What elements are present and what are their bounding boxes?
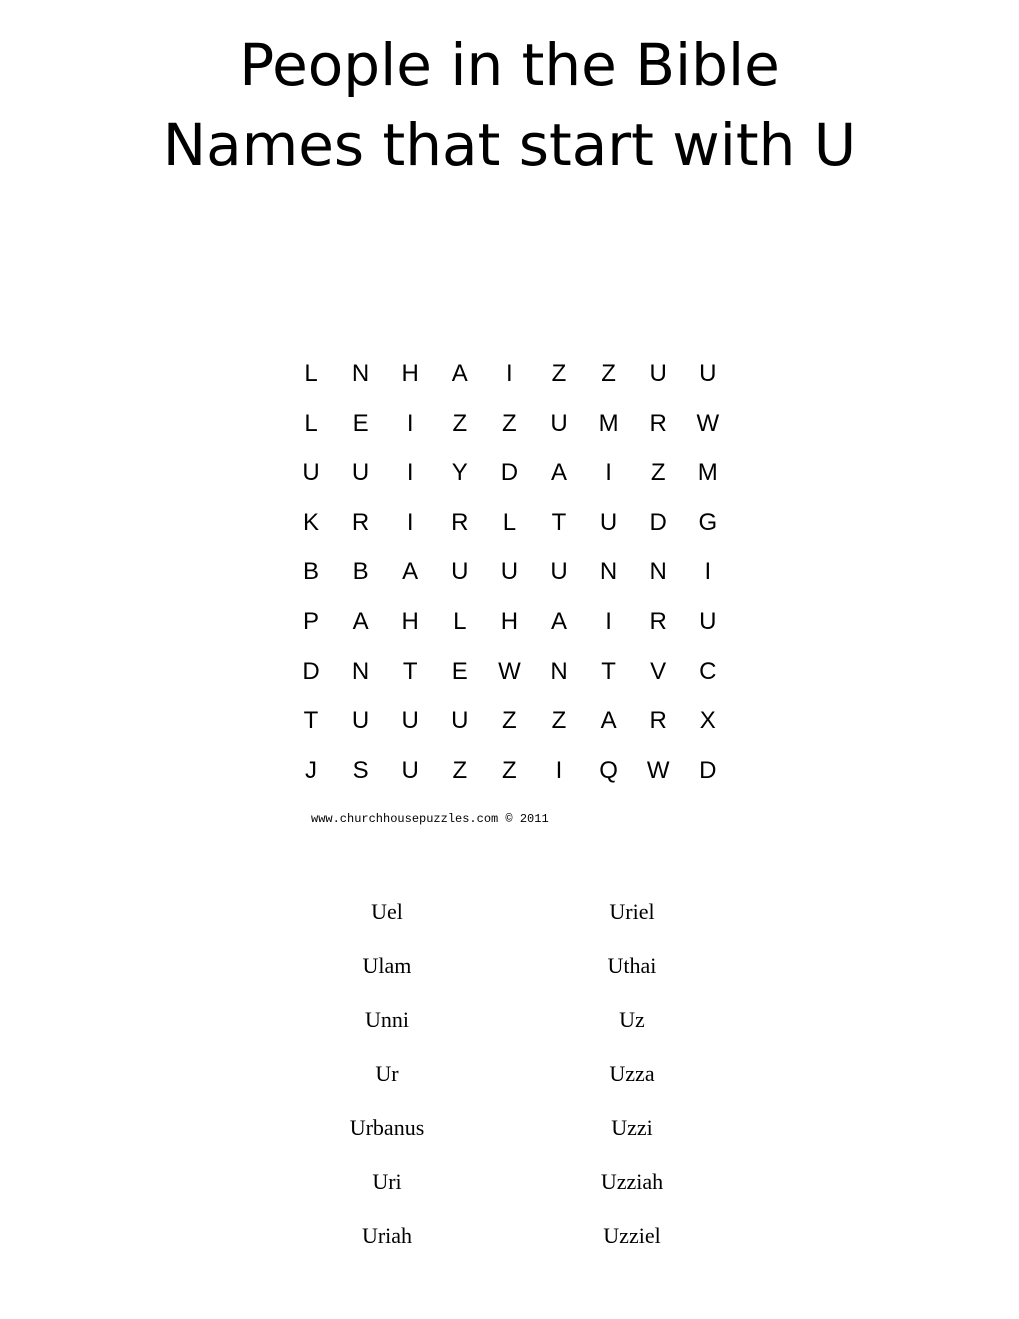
grid-letter: I <box>406 459 414 487</box>
grid-letter: A <box>402 558 419 586</box>
grid-letter: N <box>351 360 370 387</box>
grid-letter: S <box>352 756 369 784</box>
grid-letter: I <box>704 558 712 586</box>
grid-letter: H <box>500 608 519 635</box>
grid-letter: E <box>352 409 369 437</box>
grid-letter: V <box>650 657 667 685</box>
grid-letter: N <box>351 657 370 685</box>
grid-letter: Z <box>551 707 567 735</box>
word-list-item: Uriah <box>361 1223 413 1248</box>
word-list-item: Urbanus <box>349 1115 425 1140</box>
grid-letter: Q <box>599 756 618 784</box>
grid-letter: W <box>696 409 720 437</box>
grid-letter: A <box>352 608 369 635</box>
grid-letter: R <box>649 608 667 635</box>
grid-letter: U <box>351 707 370 735</box>
word-list-item: Uzzi <box>611 1115 653 1140</box>
grid-letter: R <box>649 707 667 735</box>
grid-letter: U <box>401 756 419 784</box>
grid-letter: P <box>302 608 319 635</box>
grid-letter: I <box>506 360 513 387</box>
grid-letter: A <box>550 459 567 487</box>
grid-letter: U <box>699 608 717 635</box>
word-list-item: Uzziel <box>603 1223 661 1248</box>
grid-letter: Z <box>601 360 616 387</box>
word-list-item: Unni <box>365 1007 409 1032</box>
grid-letter: X <box>699 707 716 735</box>
copyright-notice: www.churchhousepuzzles.com © 2011 <box>311 812 549 826</box>
grid-letter: Z <box>650 459 666 487</box>
grid-letter: U <box>451 558 469 586</box>
word-list-item: Uzziah <box>600 1169 664 1194</box>
grid-letter: C <box>699 657 717 685</box>
grid-letter: L <box>502 508 517 536</box>
grid-letter: U <box>550 558 568 586</box>
grid-letter: D <box>649 508 667 536</box>
grid-letter: H <box>401 360 419 387</box>
grid-letter: U <box>401 707 419 735</box>
grid-letter: B <box>302 558 319 586</box>
grid-letter: T <box>551 508 567 536</box>
grid-letter: D <box>500 459 519 487</box>
grid-letter: I <box>406 409 414 437</box>
page-title-line-2: Names that start with U <box>162 111 857 179</box>
grid-letter: G <box>698 508 718 536</box>
grid-letter: J <box>305 756 317 784</box>
grid-letter: U <box>302 459 320 487</box>
grid-letter: H <box>401 608 419 635</box>
word-list-item: Uzza <box>609 1061 655 1086</box>
grid-letter: Z <box>452 409 468 437</box>
grid-letter: T <box>402 657 418 685</box>
grid-letter: L <box>453 608 467 635</box>
grid-letter: Z <box>452 756 468 784</box>
grid-letter: Z <box>502 409 517 437</box>
grid-letter: R <box>649 409 667 437</box>
word-list-item: Uri <box>372 1169 402 1194</box>
grid-letter: Z <box>551 360 567 387</box>
grid-letter: I <box>406 508 414 536</box>
grid-letter: R <box>351 508 370 536</box>
grid-letter: M <box>697 459 718 487</box>
grid-letter: A <box>550 608 567 635</box>
grid-letter: I <box>555 756 563 784</box>
grid-letter: E <box>451 657 468 685</box>
grid-letter: U <box>649 360 667 387</box>
page-title-line-1: People in the Bible <box>239 31 780 99</box>
grid-letter: I <box>605 459 612 487</box>
grid-letter: Z <box>502 756 517 784</box>
grid-letter: N <box>649 558 667 586</box>
grid-letter: U <box>550 409 568 437</box>
grid-letter: T <box>601 657 616 685</box>
grid-letter: L <box>304 360 318 387</box>
grid-letter: B <box>352 558 369 586</box>
grid-letter: W <box>646 756 670 784</box>
grid-letter: D <box>302 657 320 685</box>
grid-letter: K <box>302 508 319 536</box>
grid-letter: Z <box>502 707 517 735</box>
grid-letter: A <box>600 707 617 735</box>
word-list-item: Ur <box>375 1061 399 1086</box>
grid-letter: U <box>699 360 717 387</box>
grid-letter: T <box>303 707 319 735</box>
grid-letter: I <box>605 608 612 635</box>
grid-letter: U <box>351 459 370 487</box>
grid-letter: A <box>451 360 468 387</box>
grid-letter: U <box>451 707 469 735</box>
word-list-item: Uriel <box>609 899 655 924</box>
word-list-item: Uthai <box>607 953 657 978</box>
grid-letter: U <box>599 508 618 536</box>
word-list-item: Uel <box>371 899 403 924</box>
grid-letter: U <box>500 558 519 586</box>
grid-letter: D <box>699 756 717 784</box>
word-list-item: Ulam <box>362 953 412 978</box>
grid-letter: W <box>498 657 521 685</box>
grid-letter: Y <box>451 459 468 487</box>
grid-letter: M <box>598 409 619 437</box>
grid-letter: R <box>451 508 469 536</box>
grid-letter: L <box>304 409 318 437</box>
grid-letter: N <box>550 657 568 685</box>
grid-letter: N <box>599 558 618 586</box>
word-list-item: Uz <box>619 1007 645 1032</box>
